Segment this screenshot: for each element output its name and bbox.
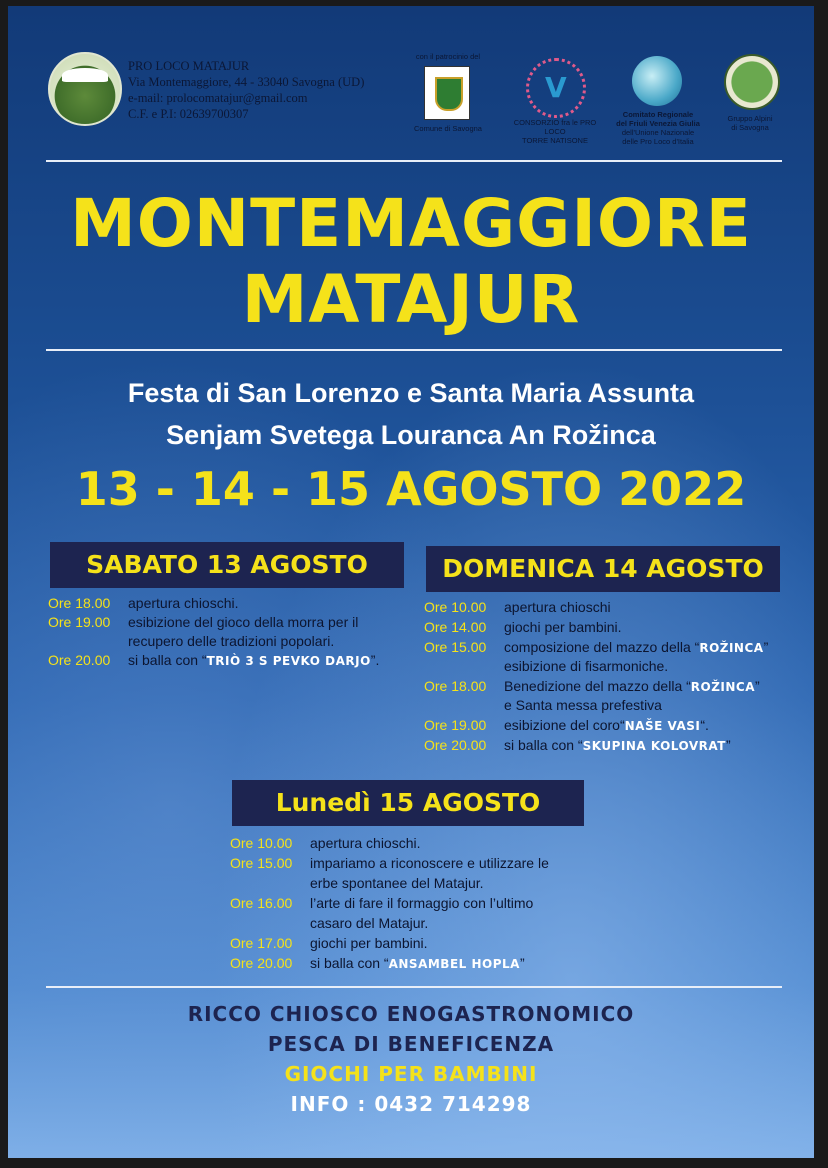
event-text-tail: ” <box>763 639 769 655</box>
event-text-tail: ” <box>519 955 525 971</box>
organizer-email: e-mail: prolocomatajur@gmail.com <box>128 91 308 105</box>
monday-events <box>230 834 610 974</box>
event-text: esibizione del gioco della morra per il <box>128 614 359 630</box>
event-time: Ore 18.00 <box>424 678 487 694</box>
comitato-logo-icon <box>632 56 682 106</box>
event-text <box>310 954 525 974</box>
divider-top <box>46 160 782 162</box>
event-time: Ore 19.00 <box>424 717 487 733</box>
event-text: l’arte di fare il formaggio con l’ultimo <box>310 895 534 911</box>
event-text-cont: recupero delle tradizioni popolari. <box>128 633 335 649</box>
consorzio-label-line2: TORRE NATISONE <box>522 136 588 145</box>
event-time: Ore 14.00 <box>424 619 487 635</box>
comune-crest-icon <box>424 66 470 120</box>
divider-title <box>46 349 782 351</box>
event-time: Ore 20.00 <box>48 652 111 668</box>
event-text: apertura chioschi. <box>128 595 239 611</box>
consorzio-logo-icon: V <box>526 58 586 118</box>
monday-heading: Lunedì 15 AGOSTO <box>232 780 584 826</box>
band-name: ANSAMBEL HOPLA <box>388 957 520 971</box>
event-time: Ore 20.00 <box>230 955 293 971</box>
event-text-lead: si balla con “ <box>128 652 207 668</box>
organizer-address: Via Montemaggiore, 44 - 33040 Savogna (UD) <box>128 75 365 89</box>
consorzio-label <box>506 118 604 145</box>
event-time: Ore 10.00 <box>230 835 293 851</box>
event-text-lead: Benedizione del mazzo della “ <box>504 678 691 694</box>
event-poster <box>8 6 814 1158</box>
consorzio-label-line1: CONSORZIO fra le PRO LOCO <box>513 118 597 136</box>
title-line2: MATAJUR <box>241 261 581 338</box>
event-text-lead: si balla con “ <box>310 955 389 971</box>
organizer-info <box>128 58 408 122</box>
event-text <box>504 716 709 736</box>
comune-label: Comune di Savogna <box>414 124 482 133</box>
event-time: Ore 15.00 <box>424 639 487 655</box>
event-text <box>504 638 768 658</box>
event-text <box>504 677 760 697</box>
event-time: Ore 15.00 <box>230 855 293 871</box>
event-text-cont: esibizione di fisarmoniche. <box>504 658 669 674</box>
event-text-tail: ” <box>725 737 731 753</box>
event-text-cont: casaro del Matajur. <box>310 915 429 931</box>
event-text: giochi per bambini. <box>504 619 622 635</box>
comitato-label-line1: Comitato Regionale <box>622 110 694 119</box>
band-name: TRIÒ 3 S PEVKO DARJO <box>206 654 371 668</box>
event-text: apertura chioschi <box>504 599 611 615</box>
rozinca-name: ROŽINCA <box>699 641 764 655</box>
comitato-label-line4: delle Pro Loco d'Italia <box>622 137 694 146</box>
footer-kids: GIOCHI PER BAMBINI <box>284 1062 538 1086</box>
event-time: Ore 20.00 <box>424 737 487 753</box>
choir-name: NAŠE VASI <box>624 719 701 733</box>
alpini-label <box>712 114 788 132</box>
event-dates: 13 - 14 - 15 AGOSTO 2022 <box>75 462 747 516</box>
footer-raffle: PESCA DI BENEFICENZA <box>267 1032 555 1056</box>
title-line1: MONTEMAGGIORE <box>70 185 752 262</box>
alpini-label-line2: di Savogna <box>731 123 769 132</box>
patronage-label: con il patrocinio del <box>415 52 481 61</box>
comitato-label-line2: del Friuli Venezia Giulia <box>616 119 700 128</box>
divider-bottom <box>46 986 782 988</box>
comitato-label <box>606 110 710 146</box>
footer-food: RICCO CHIOSCO ENOGASTRONOMICO <box>187 1002 635 1026</box>
saturday-events <box>48 594 418 674</box>
event-text-tail: “. <box>700 717 709 733</box>
event-text-cont: e Santa messa prefestiva <box>504 697 662 713</box>
event-time: Ore 10.00 <box>424 599 487 615</box>
event-text: impariamo a riconoscere e utilizzare le <box>310 855 549 871</box>
event-text: apertura chioschi. <box>310 835 421 851</box>
event-text: giochi per bambini. <box>310 935 428 951</box>
saturday-heading: SABATO 13 AGOSTO <box>50 542 404 588</box>
organizer-tax-id: C.F. e P.I: 02639700307 <box>128 107 249 121</box>
event-text-tail: ”. <box>370 652 380 668</box>
event-time: Ore 17.00 <box>230 935 293 951</box>
event-text-lead: si balla con “ <box>504 737 583 753</box>
sunday-heading: DOMENICA 14 AGOSTO <box>426 546 780 592</box>
organizer-name: PRO LOCO MATAJUR <box>128 59 250 73</box>
event-text-cont: erbe spontanee del Matajur. <box>310 875 484 891</box>
event-text <box>504 736 731 756</box>
event-text-tail: ” <box>755 678 760 694</box>
pro-loco-logo <box>48 52 122 126</box>
sunday-events <box>424 598 804 758</box>
alpini-label-line1: Gruppo Alpini <box>727 114 773 123</box>
subtitle-slovenian: Senjam Svetega Louranca An Rožinca <box>166 420 656 450</box>
footer-info-phone: INFO : 0432 714298 <box>290 1092 532 1116</box>
rozinca-name: ROŽINCA <box>690 680 756 694</box>
event-time: Ore 18.00 <box>48 595 111 611</box>
event-time: Ore 19.00 <box>48 614 111 630</box>
alpini-logo-icon <box>724 54 780 110</box>
event-text-lead: esibizione del coro“ <box>504 717 625 733</box>
event-text <box>128 651 379 671</box>
subtitle-italian: Festa di San Lorenzo e Santa Maria Assunta <box>127 378 695 408</box>
band-name: SKUPINA KOLOVRAT <box>582 739 726 753</box>
event-text-lead: composizione del mazzo della “ <box>504 639 700 655</box>
event-time: Ore 16.00 <box>230 895 293 911</box>
comitato-label-line3: dell'Unione Nazionale <box>621 128 695 137</box>
